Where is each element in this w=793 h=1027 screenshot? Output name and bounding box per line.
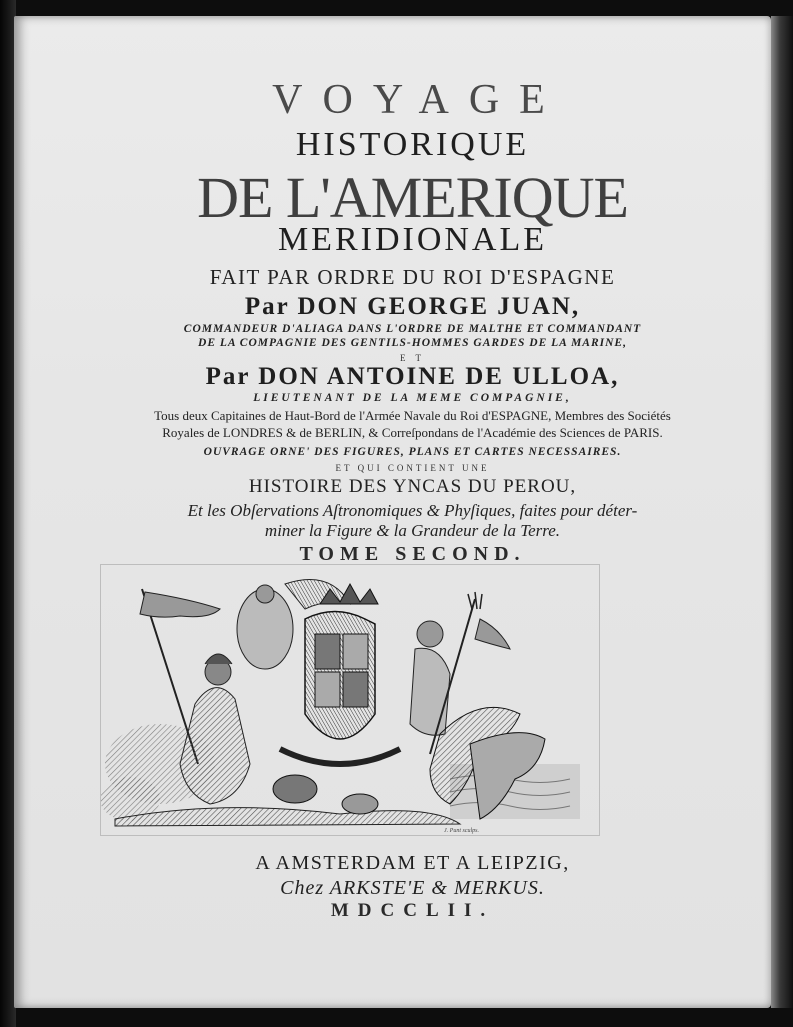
volume-label: TOME SECOND. xyxy=(299,543,526,565)
imprint-year: MDCCLII. xyxy=(330,900,495,921)
authors-rank-1: Tous deux Capitaines de Haut-Bord de l'Armée Navale du Roi d'ESPAGNE, Membres des Sociétés xyxy=(154,408,671,423)
title-page xyxy=(14,16,771,1008)
page-edge-shadow xyxy=(771,16,793,1008)
observations-2: miner la Figure & la Grandeur de la Terre. xyxy=(264,521,561,540)
author-ulloa: Par DON ANTOINE DE ULLOA, xyxy=(205,363,620,390)
work-description: OUVRAGE ORNE' DES FIGURES, PLANS ET CARTES NECESSAIRES. xyxy=(203,446,622,458)
engraver-signature: J. Punt sculps. xyxy=(444,828,479,834)
observations-1: Et les Obſervations Aſtronomiques & Phyſiques, faites pour déter- xyxy=(187,501,638,520)
imprint-place: A AMSTERDAM ET A LEIPZIG, xyxy=(255,852,570,874)
title-historique: HISTORIQUE xyxy=(295,126,530,163)
contents-intro: ET QUI CONTIENT UNE xyxy=(335,463,490,473)
conjunction-et: E T xyxy=(399,353,426,363)
author-juan-title-2: DE LA COMPAGNIE DES GENTILS-HOMMES GARDES DE LA MARINE, xyxy=(198,337,627,349)
title-meridionale: MERIDIONALE xyxy=(277,221,548,258)
title-voyage: VOYAGE xyxy=(272,77,565,123)
title-amerique: DE L'AMERIQUE xyxy=(197,165,628,230)
history-yncas: HISTOIRE DES YNCAS DU PEROU, xyxy=(248,476,577,497)
imprint-publisher: Chez ARKSTE'E & MERKUS. xyxy=(280,877,545,899)
author-juan: Par DON GEORGE JUAN, xyxy=(244,293,581,320)
subtitle-order: FAIT PAR ORDRE DU ROI D'ESPAGNE xyxy=(209,265,616,289)
authors-rank-2: Royales de LONDRES & de BERLIN, & Correſpondans de l'Académie des Sciences de PARIS. xyxy=(162,425,663,440)
engraving-plate-mark xyxy=(100,564,600,836)
author-juan-title-1: COMMANDEUR D'ALIAGA DANS L'ORDRE DE MALTHE ET COMMANDANT xyxy=(183,323,642,335)
author-ulloa-title: LIEUTENANT DE LA MEME COMPAGNIE, xyxy=(253,392,572,404)
allegorical-engraving xyxy=(100,564,600,836)
